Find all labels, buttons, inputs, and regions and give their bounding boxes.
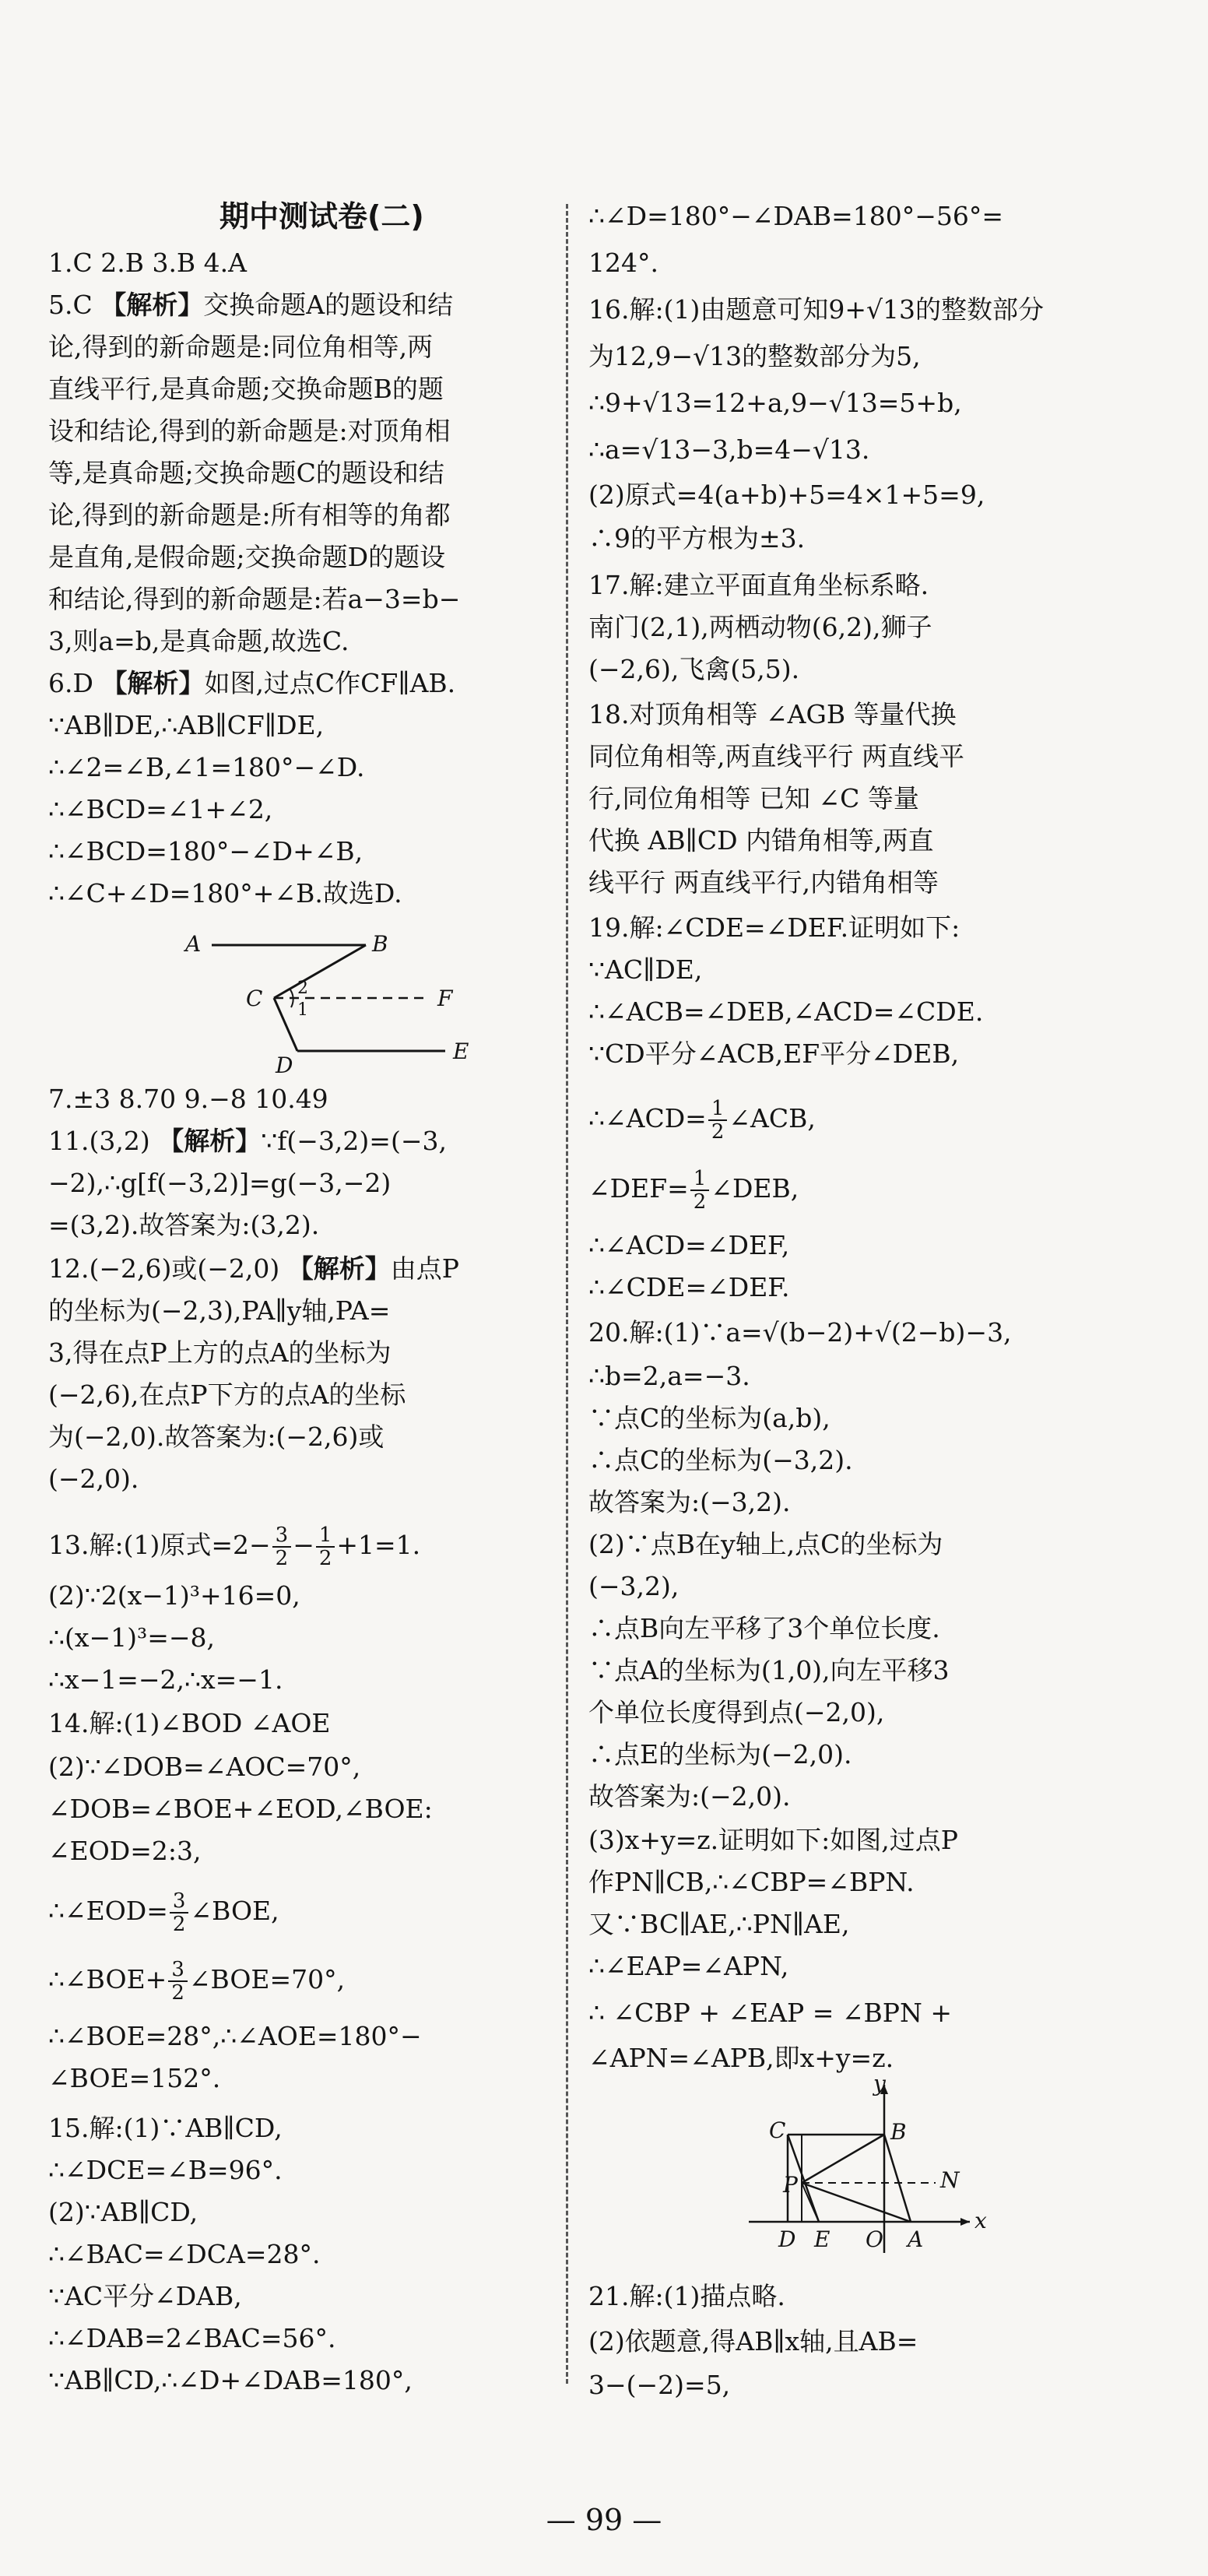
answer-line: ∴9的平方根为±3. [588,523,806,554]
answer-line: ∵AB∥CD,∴∠D+∠DAB=180°, [48,2365,413,2395]
parallel-lines-figure [181,925,507,1081]
answer-line: (−3,2), [588,1571,680,1601]
answer-line: ∴点B向左平移了3个单位长度. [588,1613,940,1643]
analysis-tag: 【解析】 [158,1126,262,1156]
answer-line: ∴∠DAB=2∠BAC=56°. [48,2323,336,2353]
fig2-label-p: P [783,2172,798,2198]
fig1-angle-1: 1 [297,1000,308,1020]
answer-line-q14-frac2: ∴∠BOE+ $\frac{3}{2}$ ∠BOE=70°, [48,1958,346,2005]
answer-line: (2)∵点B在y轴上,点C的坐标为 [588,1529,943,1559]
answer-line: 等,是真命题;交换命题C的题设和结 [48,458,444,488]
page-number: — 99 — [546,2503,662,2537]
answer-line: 是直角,是假命题;交换命题D的题设 [48,542,446,572]
answer-line: 3−(−2)=5, [588,2370,731,2400]
answer-line: 5.C 【解析】交换命题A的题设和结 [48,290,454,320]
answer-line-q19-frac2: ∠DEF= $\frac{1}{2}$ ∠DEB, [588,1167,799,1214]
fig2-label-o: O [866,2226,883,2252]
answer-line: ∴∠CDE=∠DEF. [588,1272,790,1302]
answer-line: (−2,0). [48,1464,139,1494]
analysis-tag: 【解析】 [100,290,204,320]
answer-line: ∴b=2,a=−3. [588,1361,750,1391]
answer-line: 的坐标为(−2,3),PA∥y轴,PA= [48,1295,391,1326]
answer-line: 15.解:(1)∵AB∥CD, [48,2113,283,2143]
answer-line: ∴∠DCE=∠B=96°. [48,2155,283,2185]
fig2-label-x: x [974,2208,987,2233]
answer-line: (2)原式=4(a+b)+5=4×1+5=9, [588,480,985,510]
fig2-label-d: D [778,2226,796,2252]
answer-line: 故答案为:(−2,0). [588,1781,791,1812]
answer-line: ∴9+√13=12+a,9−√13=5+b, [588,388,962,418]
answer-line: 3,得在点P上方的点A的坐标为 [48,1337,392,1368]
answer-line: ∴∠D=180°−∠DAB=180°−56°= [588,201,1004,231]
fraction: $\frac{3}{2}$ [170,1890,189,1935]
answer-line: ∠APN=∠APB,即x+y=z. [588,2043,894,2073]
answer-line: 11.(3,2) 【解析】∵f(−3,2)=(−3, [48,1126,447,1156]
fig2-label-c: C [769,2117,786,2143]
answer-line: 行,同位角相等 已知 ∠C 等量 [588,783,919,814]
answer-line: 故答案为:(−3,2). [588,1487,791,1517]
answer-line: (2)∵∠DOB=∠AOC=70°, [48,1752,361,1782]
fig2-label-b: B [890,2119,907,2145]
answer-line: (3)x+y=z.证明如下:如图,过点P [588,1825,958,1855]
answer-line: ∵点C的坐标为(a,b), [588,1403,830,1433]
answer-line: (2)∵AB∥CD, [48,2197,198,2227]
answer-line: −2),∴g[f(−3,2)]=g(−3,−2) [48,1168,392,1198]
q13-text: 13.解:(1)原式=2− [48,1530,271,1560]
fig1-label-e: E [453,1038,469,1064]
answer-line: 南门(2,1),两栖动物(6,2),狮子 [588,612,932,642]
answer-line: 同位角相等,两直线平行 两直线平 [588,741,964,771]
answer-line-q13: 13.解:(1)原式=2− $\frac{3}{2}$ − $\frac{1}{2}$ +1=1. [48,1523,421,1570]
answer-line: ∠DOB=∠BOE+∠EOD,∠BOE: [48,1794,433,1824]
fig2-label-e: E [814,2226,830,2252]
answer-line: ∵AC平分∠DAB, [48,2281,242,2311]
answer-line: 论,得到的新命题是:同位角相等,两 [48,332,434,362]
fraction: $\frac{1}{2}$ [316,1524,335,1569]
answer-line: ∠BOE=152°. [48,2063,221,2093]
fraction: $\frac{3}{2}$ [272,1524,292,1569]
answer-line: ∴∠ACB=∠DEB,∠ACD=∠CDE. [588,996,984,1027]
answer-line: ∵点A的坐标为(1,0),向左平移3 [588,1655,950,1685]
answer-line: (2)∵2(x−1)³+16=0, [48,1580,300,1611]
answer-line: ∴a=√13−3,b=4−√13. [588,434,870,465]
fraction: $\frac{1}{2}$ [690,1168,710,1213]
answer-line: 又∵BC∥AE,∴PN∥AE, [588,1909,850,1939]
answer-line: 6.D 【解析】如图,过点C作CF∥AB. [48,668,456,698]
answer-line: 作PN∥CB,∴∠CBP=∠BPN. [588,1867,915,1897]
fraction: $\frac{3}{2}$ [168,1959,188,2004]
answer-line: ∴∠BCD=180°−∠D+∠B, [48,836,363,866]
answer-line: ∵AB∥DE,∴AB∥CF∥DE, [48,710,325,740]
fraction: $\frac{1}{2}$ [708,1098,728,1143]
answer-line: 为(−2,0).故答案为:(−2,6)或 [48,1422,385,1452]
answer-line: ∴∠ACD=∠DEF, [588,1230,790,1260]
answer-line: 7.±3 8.70 9.−8 10.49 [48,1084,328,1114]
fig1-label-a: A [185,931,202,957]
answer-line: 设和结论,得到的新命题是:对顶角相 [48,416,451,446]
answer-line: ∴∠EAP=∠APN, [588,1951,789,1981]
answer-line: =(3,2).故答案为:(3,2). [48,1210,320,1240]
answer-line-q19-frac1: ∴∠ACD= $\frac{1}{2}$ ∠ACB, [588,1097,816,1144]
fig1-label-d: D [276,1053,293,1078]
answer-line: (−2,6),飞禽(5,5). [588,654,800,684]
answer-line: ∴∠C+∠D=180°+∠B.故选D. [48,878,402,908]
column-divider [566,204,568,2384]
answer-line: ∴点C的坐标为(−3,2). [588,1445,853,1475]
answer-line: 为12,9−√13的整数部分为5, [588,341,921,371]
coordinate-figure [744,2077,993,2264]
answer-line: 20.解:(1)∵a=√(b−2)+√(2−b)−3, [588,1317,1012,1348]
page-title: 期中测试卷(二) [219,199,424,234]
answer-line: 17.解:建立平面直角坐标系略. [588,570,929,600]
answer-line: 1.C 2.B 3.B 4.A [48,248,247,278]
answer-line: 124°. [588,248,658,278]
answer-line: ∴(x−1)³=−8, [48,1622,216,1653]
answer-line: ∵CD平分∠ACB,EF平分∠DEB, [588,1038,960,1069]
answer-line: ∴x−1=−2,∴x=−1. [48,1664,283,1695]
answer-line: ∴∠2=∠B,∠1=180°−∠D. [48,752,365,782]
answer-line-q14-frac1: ∴∠EOD= $\frac{3}{2}$ ∠BOE, [48,1889,279,1936]
answer-line: ∴∠BOE=28°,∴∠AOE=180°− [48,2021,422,2051]
answer-line: 18.对顶角相等 ∠AGB 等量代换 [588,699,957,729]
answer-line: ∵AC∥DE, [588,954,703,985]
answer-line: 14.解:(1)∠BOD ∠AOE [48,1708,331,1738]
answer-line: 19.解:∠CDE=∠DEF.证明如下: [588,912,960,943]
analysis-tag: 【解析】 [287,1253,391,1284]
answer-line: ∴ ∠CBP + ∠EAP = ∠BPN + [588,1998,952,2028]
analysis-tag: 【解析】 [101,668,205,698]
answer-line: 线平行 两直线平行,内错角相等 [588,867,939,898]
fig1-label-c: C [246,986,263,1011]
fig1-label-b: B [372,931,388,957]
fig2-label-y: y [873,2077,886,2096]
fig1-label-f: F [437,986,453,1011]
fig2-label-n: N [940,2167,960,2193]
answer-line: 论,得到的新命题是:所有相等的角都 [48,500,451,530]
answer-line: (−2,6),在点P下方的点A的坐标 [48,1379,406,1410]
answer-line: ∴∠BAC=∠DCA=28°. [48,2239,321,2269]
answer-line: 3,则a=b,是真命题,故选C. [48,626,349,656]
fig1-angle-2: 2 [297,979,308,998]
answer-line: ∴∠BCD=∠1+∠2, [48,794,273,824]
answer-line: 16.解:(1)由题意可知9+√13的整数部分 [588,294,1045,325]
answer-line: 和结论,得到的新命题是:若a−3=b− [48,584,461,614]
answer-line: 个单位长度得到点(−2,0), [588,1697,885,1727]
answer-line: 直线平行,是真命题;交换命题B的题 [48,374,444,404]
fig2-label-a: A [908,2226,924,2252]
answer-line: 21.解:(1)描点略. [588,2281,785,2311]
answer-line: ∠EOD=2:3, [48,1836,202,1866]
answer-line: (2)依题意,得AB∥x轴,且AB= [588,2326,918,2356]
answer-line: ∴点E的坐标为(−2,0). [588,1739,852,1769]
answer-line: 12.(−2,6)或(−2,0) 【解析】由点P [48,1253,459,1284]
answer-line: 代换 AB∥CD 内错角相等,两直 [588,825,934,856]
